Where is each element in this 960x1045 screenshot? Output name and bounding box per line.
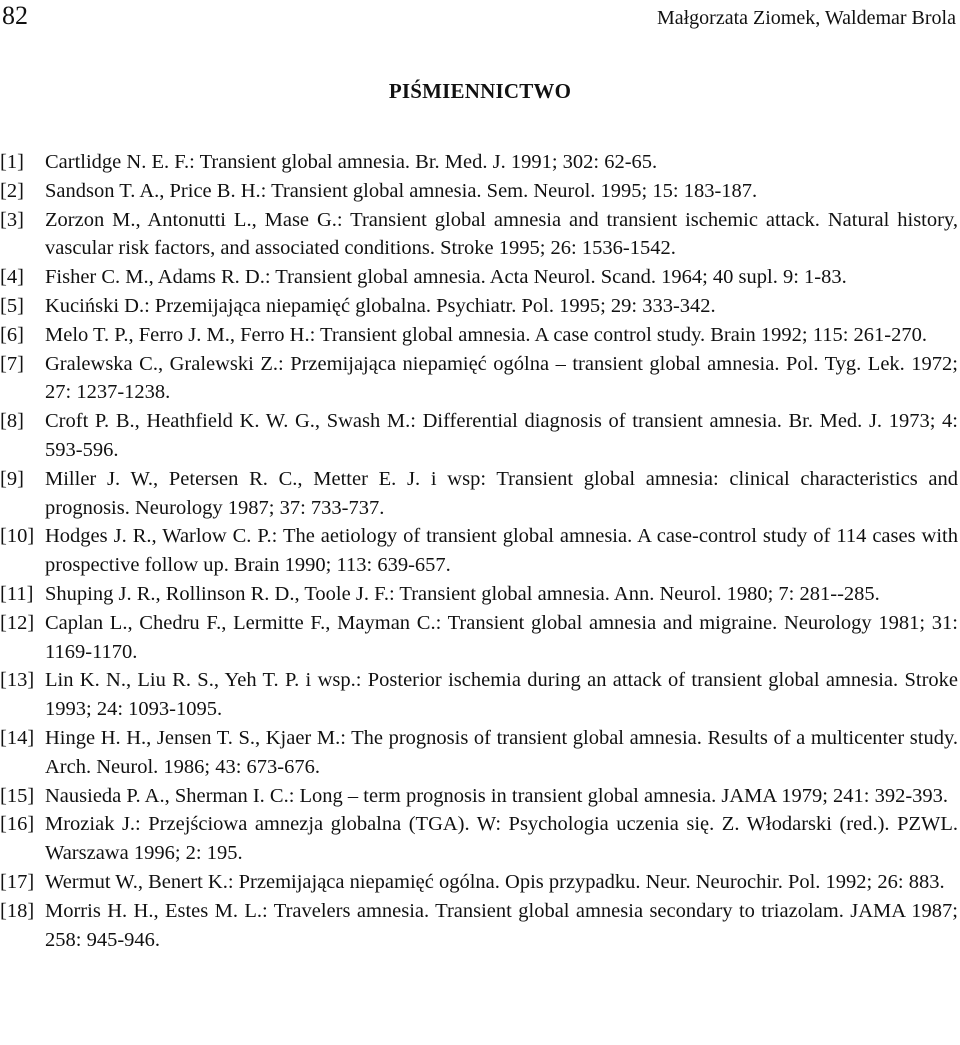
reference-number: [14]	[0, 726, 35, 749]
running-head-authors: Małgorzata Ziomek, Waldemar Brola	[656, 7, 956, 29]
reference-item	[0, 407, 958, 465]
reference-item	[0, 609, 958, 667]
reference-text: Nausieda P. A., Sherman I. C.: Long – term prognosis in transient global amnesia. JAMA 1979; 241: 392-393.	[45, 784, 949, 807]
reference-text: Fisher C. M., Adams R. D.: Transient global amnesia. Acta Neurol. Scand. 1964; 40 supl. 9: 1-83.	[45, 266, 847, 289]
reference-item	[0, 206, 958, 264]
section-title: PIŚMIENNICTWO	[388, 79, 572, 104]
reference-number: [3]	[0, 208, 24, 231]
reference-text: Melo T. P., Ferro J. M., Ferro H.: Transient global amnesia. A case control study. Brain 1992; 115: 261-270.	[45, 323, 928, 346]
reference-item	[0, 465, 958, 523]
reference-number: [2]	[0, 179, 24, 202]
reference-item	[0, 148, 958, 177]
reference-item	[0, 810, 958, 868]
reference-item	[0, 292, 958, 321]
reference-item	[0, 782, 958, 811]
reference-text: Lin K. N., Liu R. S., Yeh T. P. i wsp.: Posterior ischemia during an attack of transient global amnesia. Stroke 1993; 24: 1093-1095.	[45, 669, 958, 721]
reference-item	[0, 868, 958, 897]
reference-item	[0, 350, 958, 408]
reference-text: Morris H. H., Estes M. L.: Travelers amnesia. Transient global amnesia secondary to triazolam. JAMA 1987; 258: 945-946.	[45, 899, 958, 951]
reference-number: [11]	[0, 582, 34, 605]
reference-text: Gralewska C., Gralewski Z.: Przemijająca niepamięć ogólna – transient global amnesia. Pol. Tyg. Lek. 1972; 27: 1237-1238.	[45, 352, 958, 404]
reference-text: Wermut W., Benert K.: Przemijająca niepamięć ogólna. Opis przypadku. Neur. Neurochir. Pol. 1992; 26: 883.	[45, 870, 945, 893]
page-number: 82	[2, 1, 28, 30]
reference-number: [6]	[0, 323, 24, 346]
reference-text: Zorzon M., Antonutti L., Mase G.: Transient global amnesia and transient ischemic attack. Natural history, vascular risk factors, and associated conditions. Stroke 1995; 26: 1536-1542.	[45, 208, 958, 260]
reference-number: [4]	[0, 266, 24, 289]
reference-text: Kuciński D.: Przemijająca niepamięć globalna. Psychiatr. Pol. 1995; 29: 333-342.	[45, 294, 716, 317]
reference-item	[0, 321, 958, 350]
reference-number: [15]	[0, 784, 35, 807]
reference-number: [5]	[0, 294, 24, 317]
reference-item	[0, 897, 958, 955]
reference-number: [13]	[0, 669, 35, 692]
reference-number: [9]	[0, 467, 24, 490]
reference-list	[0, 148, 958, 954]
reference-text: Cartlidge N. E. F.: Transient global amnesia. Br. Med. J. 1991; 302: 62-65.	[45, 151, 658, 173]
reference-text: Shuping J. R., Rollinson R. D., Toole J. F.: Transient global amnesia. Ann. Neurol. 1980; 7: 281--285.	[45, 582, 880, 605]
reference-text: Caplan L., Chedru F., Lermitte F., Mayman C.: Transient global amnesia and migraine. Neurology 1981; 31: 1169-1170.	[45, 611, 958, 663]
reference-number: [10]	[0, 525, 35, 548]
reference-item	[0, 263, 958, 292]
reference-number: [12]	[0, 611, 35, 634]
reference-item	[0, 666, 958, 724]
reference-item	[0, 580, 958, 609]
reference-number: [7]	[0, 352, 24, 375]
reference-text: Miller J. W., Petersen R. C., Metter E. J. i wsp: Transient global amnesia: clinical characteristics and prognosis. Neurology 1987; 37: 733-737.	[45, 467, 958, 519]
reference-text: Hodges J. R., Warlow C. P.: The aetiology of transient global amnesia. A case-control study of 114 cases with prospective follow up. Brain 1990; 113: 639-657.	[45, 525, 958, 577]
reference-item	[0, 177, 958, 206]
reference-item	[0, 724, 958, 782]
reference-item	[0, 522, 958, 580]
reference-text: Croft P. B., Heathfield K. W. G., Swash M.: Differential diagnosis of transient amnesia. Br. Med. J. 1973; 4: 593-596.	[45, 410, 958, 461]
reference-number: [18]	[0, 899, 35, 922]
reference-number: [1]	[0, 151, 24, 173]
reference-text: Mroziak J.: Przejściowa amnezja globalna (TGA). W: Psychologia uczenia się. Z. Włodarski (red.). PZWL. Warszawa 1996; 2: 195.	[45, 813, 958, 865]
reference-number: [8]	[0, 410, 24, 433]
reference-text: Sandson T. A., Price B. H.: Transient global amnesia. Sem. Neurol. 1995; 15: 183-187.	[45, 179, 758, 202]
reference-number: [16]	[0, 813, 35, 836]
reference-number: [17]	[0, 870, 35, 893]
reference-text: Hinge H. H., Jensen T. S., Kjaer M.: The prognosis of transient global amnesia. Results of a multicenter study. Arch. Neurol. 1986; 43: 673-676.	[45, 726, 958, 778]
